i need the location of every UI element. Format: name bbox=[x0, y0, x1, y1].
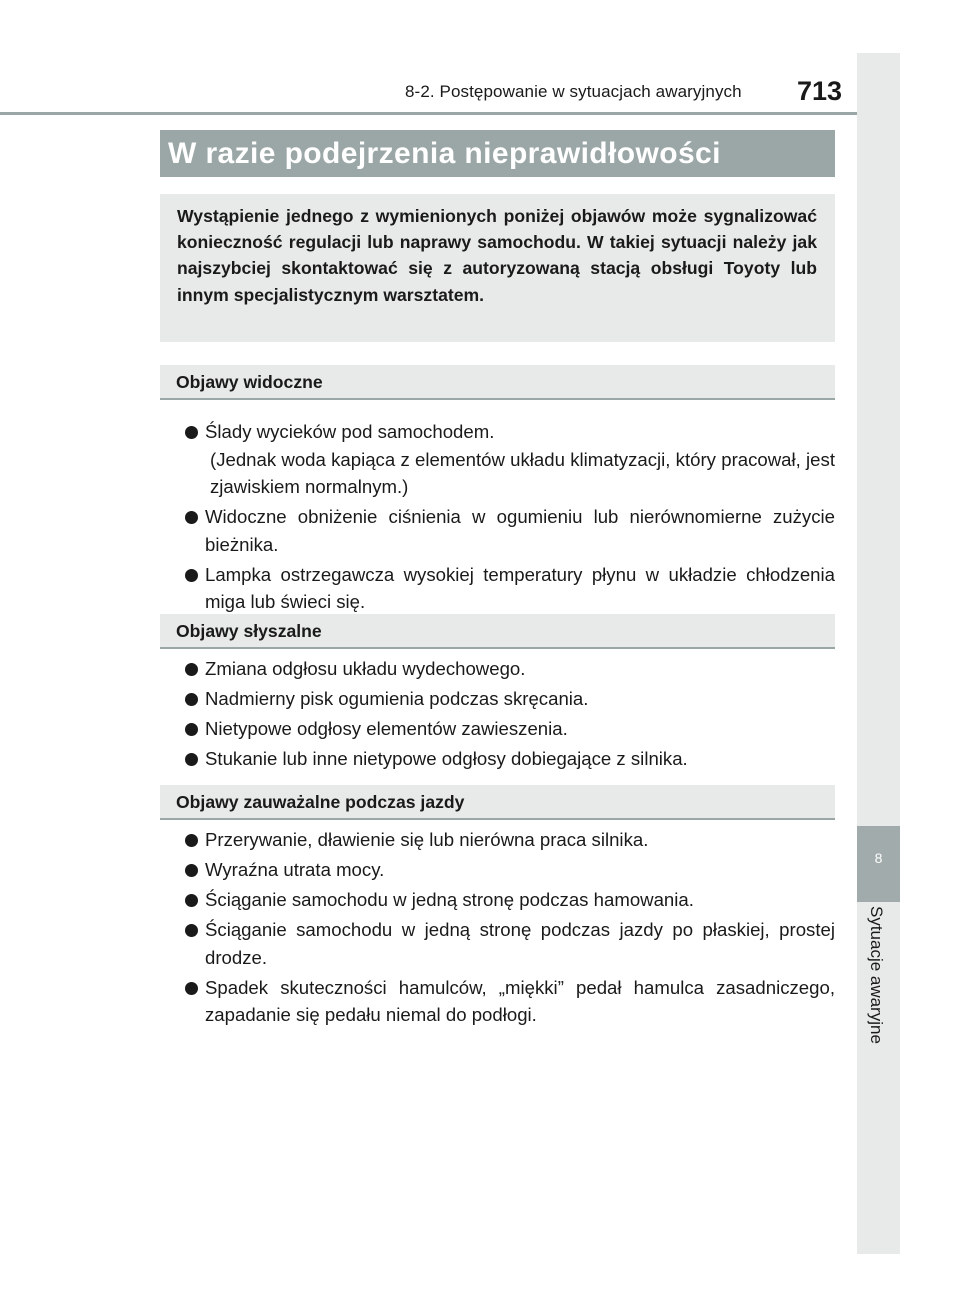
list-item-text: Widoczne obniżenie ciśnienia w ogumieniu lub nierównomierne zużycie bieżnika. bbox=[205, 506, 835, 555]
list-item bbox=[185, 974, 835, 1029]
bullet-icon bbox=[185, 723, 198, 736]
list-item-text: Wyraźna utrata mocy. bbox=[205, 859, 385, 880]
list-item-text: Przerywanie, dławienie się lub nierówna praca silnika. bbox=[205, 829, 649, 850]
header-rule bbox=[0, 112, 900, 115]
list-item bbox=[185, 745, 835, 773]
bullet-icon bbox=[185, 693, 198, 706]
section-heading-text: Objawy zauważalne podczas jazdy bbox=[176, 792, 465, 812]
list-item-text: Ślady wycieków pod samochodem. bbox=[205, 421, 495, 442]
list-item bbox=[185, 715, 835, 743]
bullet-icon bbox=[185, 982, 198, 995]
list-item bbox=[185, 418, 835, 501]
side-tab-top bbox=[857, 53, 900, 826]
list-item bbox=[185, 886, 835, 914]
intro-box bbox=[160, 194, 835, 342]
chapter-label: Sytuacje awaryjne bbox=[867, 906, 886, 1044]
running-header-section: 8-2. Postępowanie w sytuacjach awaryjnych bbox=[405, 82, 742, 101]
section-heading-audible bbox=[160, 614, 835, 649]
chapter-number: 8 bbox=[874, 850, 883, 866]
page-title-bar bbox=[160, 130, 835, 177]
list-item-text: Stukanie lub inne nietypowe odgłosy dobiegające z silnika. bbox=[205, 748, 688, 769]
chapter-label-wrap bbox=[864, 906, 894, 1066]
section-heading-visible bbox=[160, 365, 835, 400]
bullet-icon bbox=[185, 753, 198, 766]
list-item-text: Nietypowe odgłosy elementów zawieszenia. bbox=[205, 718, 568, 739]
page-title: W razie podejrzenia nieprawidłowości bbox=[168, 137, 721, 170]
bullet-icon bbox=[185, 894, 198, 907]
bullet-icon bbox=[185, 864, 198, 877]
list-item bbox=[185, 655, 835, 683]
intro-text: Wystąpienie jednego z wymienionych poniżej objawów może sygnalizować konieczność regulacji lub naprawy samochodu. W takiej sytuacji należy jak najszybciej skontaktować się z autoryzowaną stacją obsługi Toyoty lub innym specjalistycznym warsztatem. bbox=[177, 206, 817, 305]
bullet-icon bbox=[185, 426, 198, 439]
list-item-text: Ściąganie samochodu w jedną stronę podczas hamowania. bbox=[205, 889, 694, 910]
section-heading-driving bbox=[160, 785, 835, 820]
list-item bbox=[185, 826, 835, 854]
bullet-icon bbox=[185, 569, 198, 582]
bullet-icon bbox=[185, 511, 198, 524]
list-item bbox=[185, 503, 835, 558]
list-item-note: (Jednak woda kapiąca z elementów układu klimatyzacji, który pracował, jest zjawiskiem normalnym.) bbox=[210, 448, 835, 497]
list-item bbox=[185, 685, 835, 713]
bullet-list-audible bbox=[185, 655, 835, 775]
list-item-text: Ściąganie samochodu w jedną stronę podczas jazdy po płaskiej, prostej drodze. bbox=[205, 919, 835, 968]
list-item bbox=[185, 561, 835, 616]
list-item bbox=[185, 916, 835, 971]
list-item-text: Lampka ostrzegawcza wysokiej temperatury płynu w układzie chłodzenia miga lub świeci się. bbox=[205, 563, 835, 612]
list-item-text: Zmiana odgłosu układu wydechowego. bbox=[205, 658, 526, 679]
list-item-text: Spadek skuteczności hamulców, „miękki” pedał hamulca zasadniczego, zapadanie się pedału niemal do podłogi. bbox=[205, 976, 835, 1025]
bullet-icon bbox=[185, 924, 198, 937]
bullet-icon bbox=[185, 834, 198, 847]
bullet-list-visible bbox=[185, 418, 835, 618]
chapter-tab bbox=[857, 826, 900, 902]
list-item-text: Nadmierny pisk ogumienia podczas skręcania. bbox=[205, 688, 589, 709]
section-heading-text: Objawy widoczne bbox=[176, 372, 323, 392]
bullet-icon bbox=[185, 663, 198, 676]
page-number: 713 bbox=[797, 76, 843, 106]
section-heading-text: Objawy słyszalne bbox=[176, 621, 322, 641]
list-item bbox=[185, 856, 835, 884]
bullet-list-driving bbox=[185, 826, 835, 1031]
